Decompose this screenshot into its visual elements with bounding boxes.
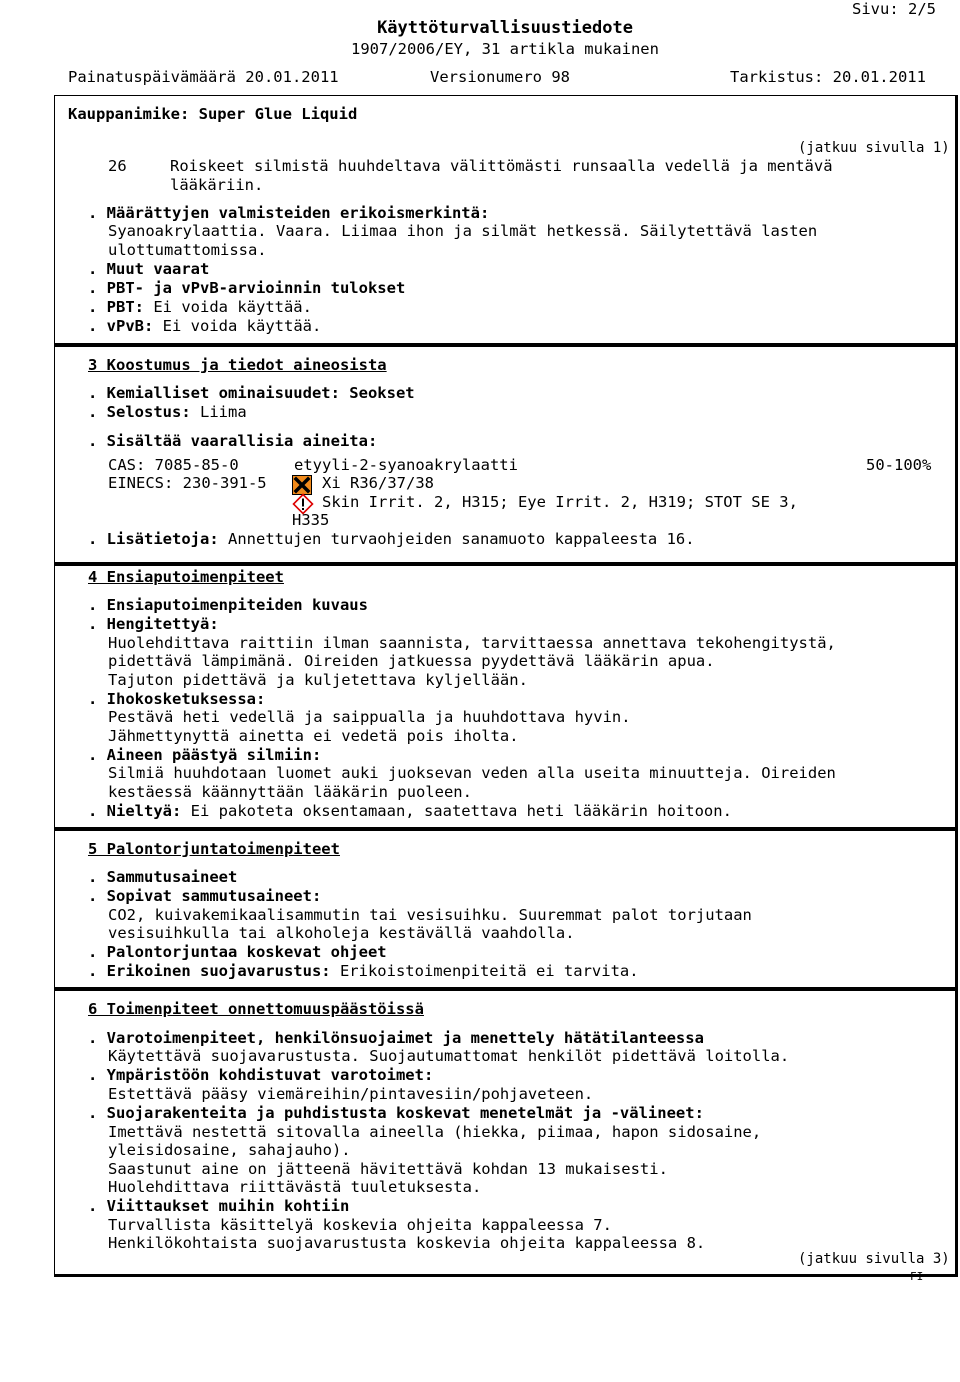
eye-line-2: kestäessä käännyttään lääkärin puoleen. <box>108 783 472 801</box>
ingestion-line: . Nieltyä: Ei pakoteta oksentamaan, saatettava heti lääkärin hoitoon. <box>88 802 732 820</box>
references-line-2: Henkilökohtaista suojavarustusta koskevia ohjeita kappaleessa 8. <box>108 1234 706 1252</box>
trade-name: Kauppanimike: Super Glue Liquid <box>68 105 358 123</box>
concentration: 50-100% <box>866 456 932 474</box>
page-number: Sivu: 2/5 <box>852 0 936 18</box>
einecs-number: EINECS: 230-391-5 <box>108 474 267 492</box>
protective-equipment: . Erikoinen suojavarustus: Erikoistoimenpiteitä ei tarvita. <box>88 962 639 980</box>
extinguishing-media: . Sammutusaineet <box>88 868 238 886</box>
inhalation-line-3: Tajuton pidettävä ja kuljetettava kyljellään. <box>108 671 528 689</box>
continued-from: (jatkuu sivulla 1) <box>798 140 950 156</box>
section-4-heading: 4 Ensiaputoimenpiteet <box>88 568 284 586</box>
version-number: Versionumero 98 <box>430 68 570 86</box>
additional-info: . Lisätietoja: Annettujen turvaohjeiden sanamuoto kappaleesta 16. <box>88 530 695 548</box>
xi-hazard-icon <box>292 475 312 495</box>
continued-to: (jatkuu sivulla 3) <box>798 1251 950 1267</box>
environmental-label: . Ympäristöön kohdistuvat varotoimet: <box>88 1066 434 1084</box>
p26-line-1: Roiskeet silmistä huuhdeltava välittömästi runsaalla vedellä ja mentävä <box>170 157 833 175</box>
cleanup-line-1: Imettävä nestettä sitovalla aineella (hiekka, piimaa, hapon sidosaine, <box>108 1123 762 1141</box>
inhalation-label: . Hengitettyä: <box>88 615 219 633</box>
clp-classification-1: Skin Irrit. 2, H315; Eye Irrit. 2, H319; STOT SE 3, <box>322 493 798 511</box>
language-code: FI <box>910 1270 924 1283</box>
section-3-heading: 3 Koostumus ja tiedot aineosista <box>88 356 387 374</box>
p26-number: 26 <box>108 157 127 175</box>
special-line-2: ulottumattomissa. <box>108 241 267 259</box>
cleanup-label: . Suojarakenteita ja puhdistusta koskevat menetelmät ja -välineet: <box>88 1104 704 1122</box>
cas-number: CAS: 7085-85-0 <box>108 456 239 474</box>
precautions-line-1: Käytettävä suojavarustusta. Suojautumattomat henkilöt pidettävä loitolla. <box>108 1047 790 1065</box>
special-line-1: Syanoakrylaattia. Vaara. Liimaa ihon ja silmät hetkessä. Säilytettävä lasten <box>108 222 818 240</box>
section-6-heading: 6 Toimenpiteet onnettomuuspäästöissä <box>88 1000 424 1018</box>
skin-line-1: Pestävä heti vedellä ja saippualla ja huuhdottava hyvin. <box>108 708 631 726</box>
other-hazards: . Muut vaarat <box>88 260 210 278</box>
substance-name: etyyli-2-syanoakrylaatti <box>294 456 518 474</box>
references-line-1: Turvallista käsittelyä koskevia ohjeita kappaleessa 7. <box>108 1216 612 1234</box>
section-5-heading: 5 Palontorjuntatoimenpiteet <box>88 840 340 858</box>
pbt-line: . PBT: Ei voida käyttää. <box>88 298 312 316</box>
inhalation-line-1: Huolehdittava raittiin ilman saannista, tarvittaessa annettava tekohengitystä, <box>108 634 836 652</box>
suitable-media-line-2: vesisuihkulla tai alkoholeja kestävällä vaahdolla. <box>108 924 575 942</box>
special-labelling: . Määrättyjen valmisteiden erikoismerkintä: <box>88 204 490 222</box>
dangerous-components: . Sisältää vaarallisia aineita: <box>88 432 378 450</box>
eye-label: . Aineen päästyä silmiin: <box>88 746 322 764</box>
cleanup-line-3: Saastunut aine on jätteenä hävitettävä kohdan 13 mukaisesti. <box>108 1160 668 1178</box>
eye-line-1: Silmiä huuhdotaan luomet auki juoksevan veden alla useita minuutteja. Oireiden <box>108 764 836 782</box>
xi-classification: Xi R36/37/38 <box>322 474 434 492</box>
environmental-line-1: Estettävä pääsy viemäreihin/pintavesiin/pohjaveteen. <box>108 1085 594 1103</box>
revision-date: Tarkistus: 20.01.2011 <box>730 68 926 86</box>
suitable-media-line-1: CO2, kuivakemikaalisammutin tai vesisuihku. Suuremmat palot torjutaan <box>108 906 752 924</box>
document-title: Käyttöturvallisuustiedote <box>377 18 633 38</box>
p26-line-2: lääkäriin. <box>170 176 264 194</box>
chemical-characterization: . Kemialliset ominaisuudet: Seokset <box>88 384 415 402</box>
skin-label: . Ihokosketuksessa: <box>88 690 266 708</box>
print-date: Painatuspäivämäärä 20.01.2011 <box>68 68 339 86</box>
document-subtitle: 1907/2006/EY, 31 artikla mukainen <box>351 40 659 58</box>
cleanup-line-4: Huolehdittava riittävästä tuuletuksesta. <box>108 1178 482 1196</box>
cleanup-line-2: yleisidosaine, sahajauho). <box>108 1141 351 1159</box>
vpvb-line: . vPvB: Ei voida käyttää. <box>88 317 322 335</box>
clp-classification-2: H335 <box>292 511 330 529</box>
description-line: . Selostus: Liima <box>88 403 247 421</box>
skin-line-2: Jähmettynyttä ainetta ei vedetä pois iholta. <box>108 727 519 745</box>
references-label: . Viittaukset muihin kohtiin <box>88 1197 350 1215</box>
firefighting-advice: . Palontorjuntaa koskevat ohjeet <box>88 943 387 961</box>
precautions-label: . Varotoimenpiteet, henkilönsuojaimet ja menettely hätätilanteessa <box>88 1029 704 1047</box>
first-aid-description: . Ensiaputoimenpiteiden kuvaus <box>88 596 368 614</box>
inhalation-line-2: pidettävä lämpimänä. Oireiden jatkuessa pyydettävä lääkärin apua. <box>108 652 715 670</box>
pbt-results: . PBT- ja vPvB-arvioinnin tulokset <box>88 279 406 297</box>
suitable-media-label: . Sopivat sammutusaineet: <box>88 887 322 905</box>
